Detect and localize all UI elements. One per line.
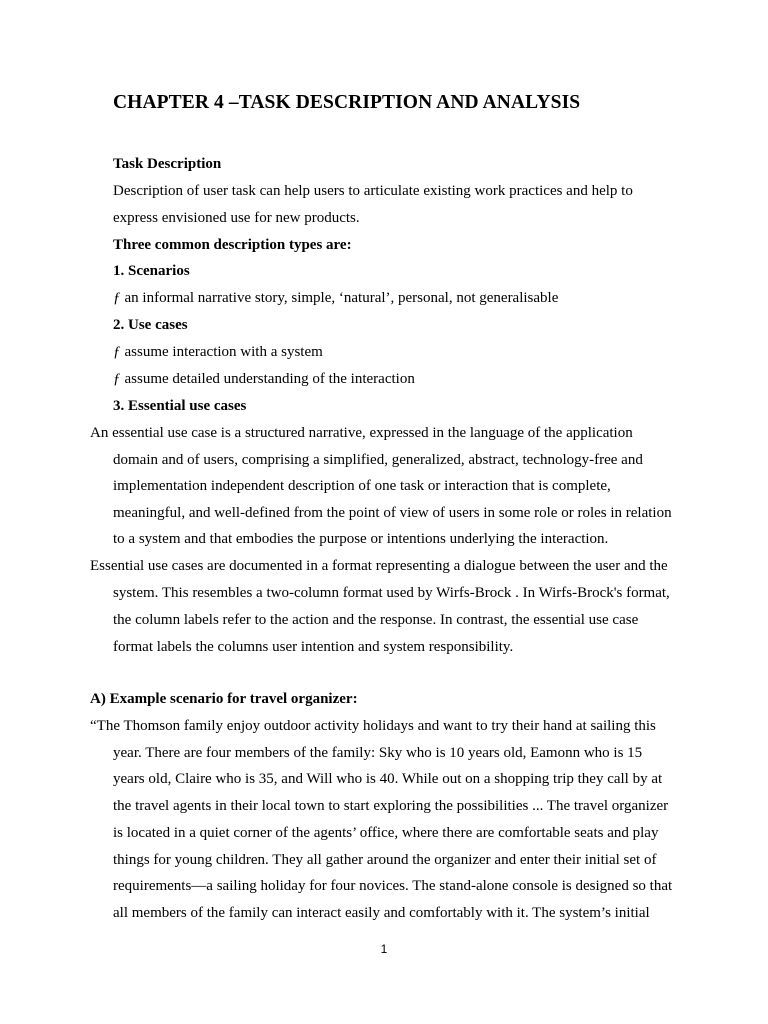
task-description-line: Description of user task can help users to articulate existing work practices and help to (113, 183, 633, 199)
example-paragraph-line: all members of the family can interact easily and comfortably with it. The system’s initial (113, 905, 650, 921)
use-case-bullet-text: assume detailed understanding of the interaction (124, 371, 415, 387)
use-cases-heading: 2. Use cases (113, 317, 188, 333)
example-paragraph-line: is located in a quiet corner of the agents’ office, where there are comfortable seats and play (113, 825, 659, 841)
essential-use-cases-heading: 3. Essential use cases (113, 398, 247, 414)
essential-paragraph-line: An essential use case is a structured narrative, expressed in the language of the application (90, 425, 633, 441)
example-paragraph-line: years old, Claire who is 35, and Will who is 40. While out on a shopping trip they call by at (113, 771, 663, 787)
types-heading: Three common description types are: (113, 237, 352, 253)
essential-paragraph-line: to a system and that embodies the purpose or intentions underlying the interaction. (113, 531, 609, 547)
example-paragraph-line: “The Thomson family enjoy outdoor activity holidays and want to try their hand at sailing this (90, 718, 656, 734)
use-case-bullet-item (113, 369, 415, 389)
use-case-bullet-text: assume interaction with a system (124, 344, 323, 360)
essential-format-paragraph-line: the column labels refer to the action and the response. In contrast, the essential use case (113, 612, 639, 628)
essential-format-paragraph-line: Essential use cases are documented in a format representing a dialogue between the user and the (90, 558, 668, 574)
essential-format-paragraph-line: format labels the columns user intention and system responsibility. (113, 639, 514, 655)
use-case-bullet-item (113, 342, 323, 362)
example-heading: A) Example scenario for travel organizer: (90, 691, 358, 707)
chapter-title: CHAPTER 4 –TASK DESCRIPTION AND ANALYSIS (113, 92, 581, 113)
example-paragraph-line: the travel agents in their local town to start exploring the possibilities ... The travel organizer (113, 798, 669, 814)
essential-format-paragraph-line: system. This resembles a two-column format used by Wirfs-Brock . In Wirfs-Brock's format, (113, 585, 670, 601)
bullet-icon: ƒ (113, 344, 121, 360)
scenario-bullet-item (113, 288, 558, 308)
scenarios-heading: 1. Scenarios (113, 263, 190, 279)
bullet-icon: ƒ (113, 371, 121, 387)
task-description-line: express envisioned use for new products. (113, 210, 360, 226)
example-paragraph-line: requirements—a sailing holiday for four novices. The stand-alone console is designed so that (113, 878, 673, 894)
bullet-icon: ƒ (113, 290, 121, 306)
scenario-bullet-text: an informal narrative story, simple, ‘natural’, personal, not generalisable (124, 290, 559, 306)
essential-paragraph-line: domain and of users, comprising a simplified, generalized, abstract, technology-free and (113, 452, 643, 468)
task-description-heading: Task Description (113, 156, 222, 172)
essential-paragraph-line: implementation independent description of one task or interaction that is complete, (113, 478, 611, 494)
example-paragraph-line: year. There are four members of the family: Sky who is 10 years old, Eamonn who is 15 (113, 745, 643, 761)
example-paragraph-line: things for young children. They all gather around the organizer and enter their initial set of (113, 852, 657, 868)
page-number: 1 (380, 942, 388, 956)
essential-paragraph-line: meaningful, and well-defined from the point of view of users in some role or roles in relation (113, 505, 672, 521)
